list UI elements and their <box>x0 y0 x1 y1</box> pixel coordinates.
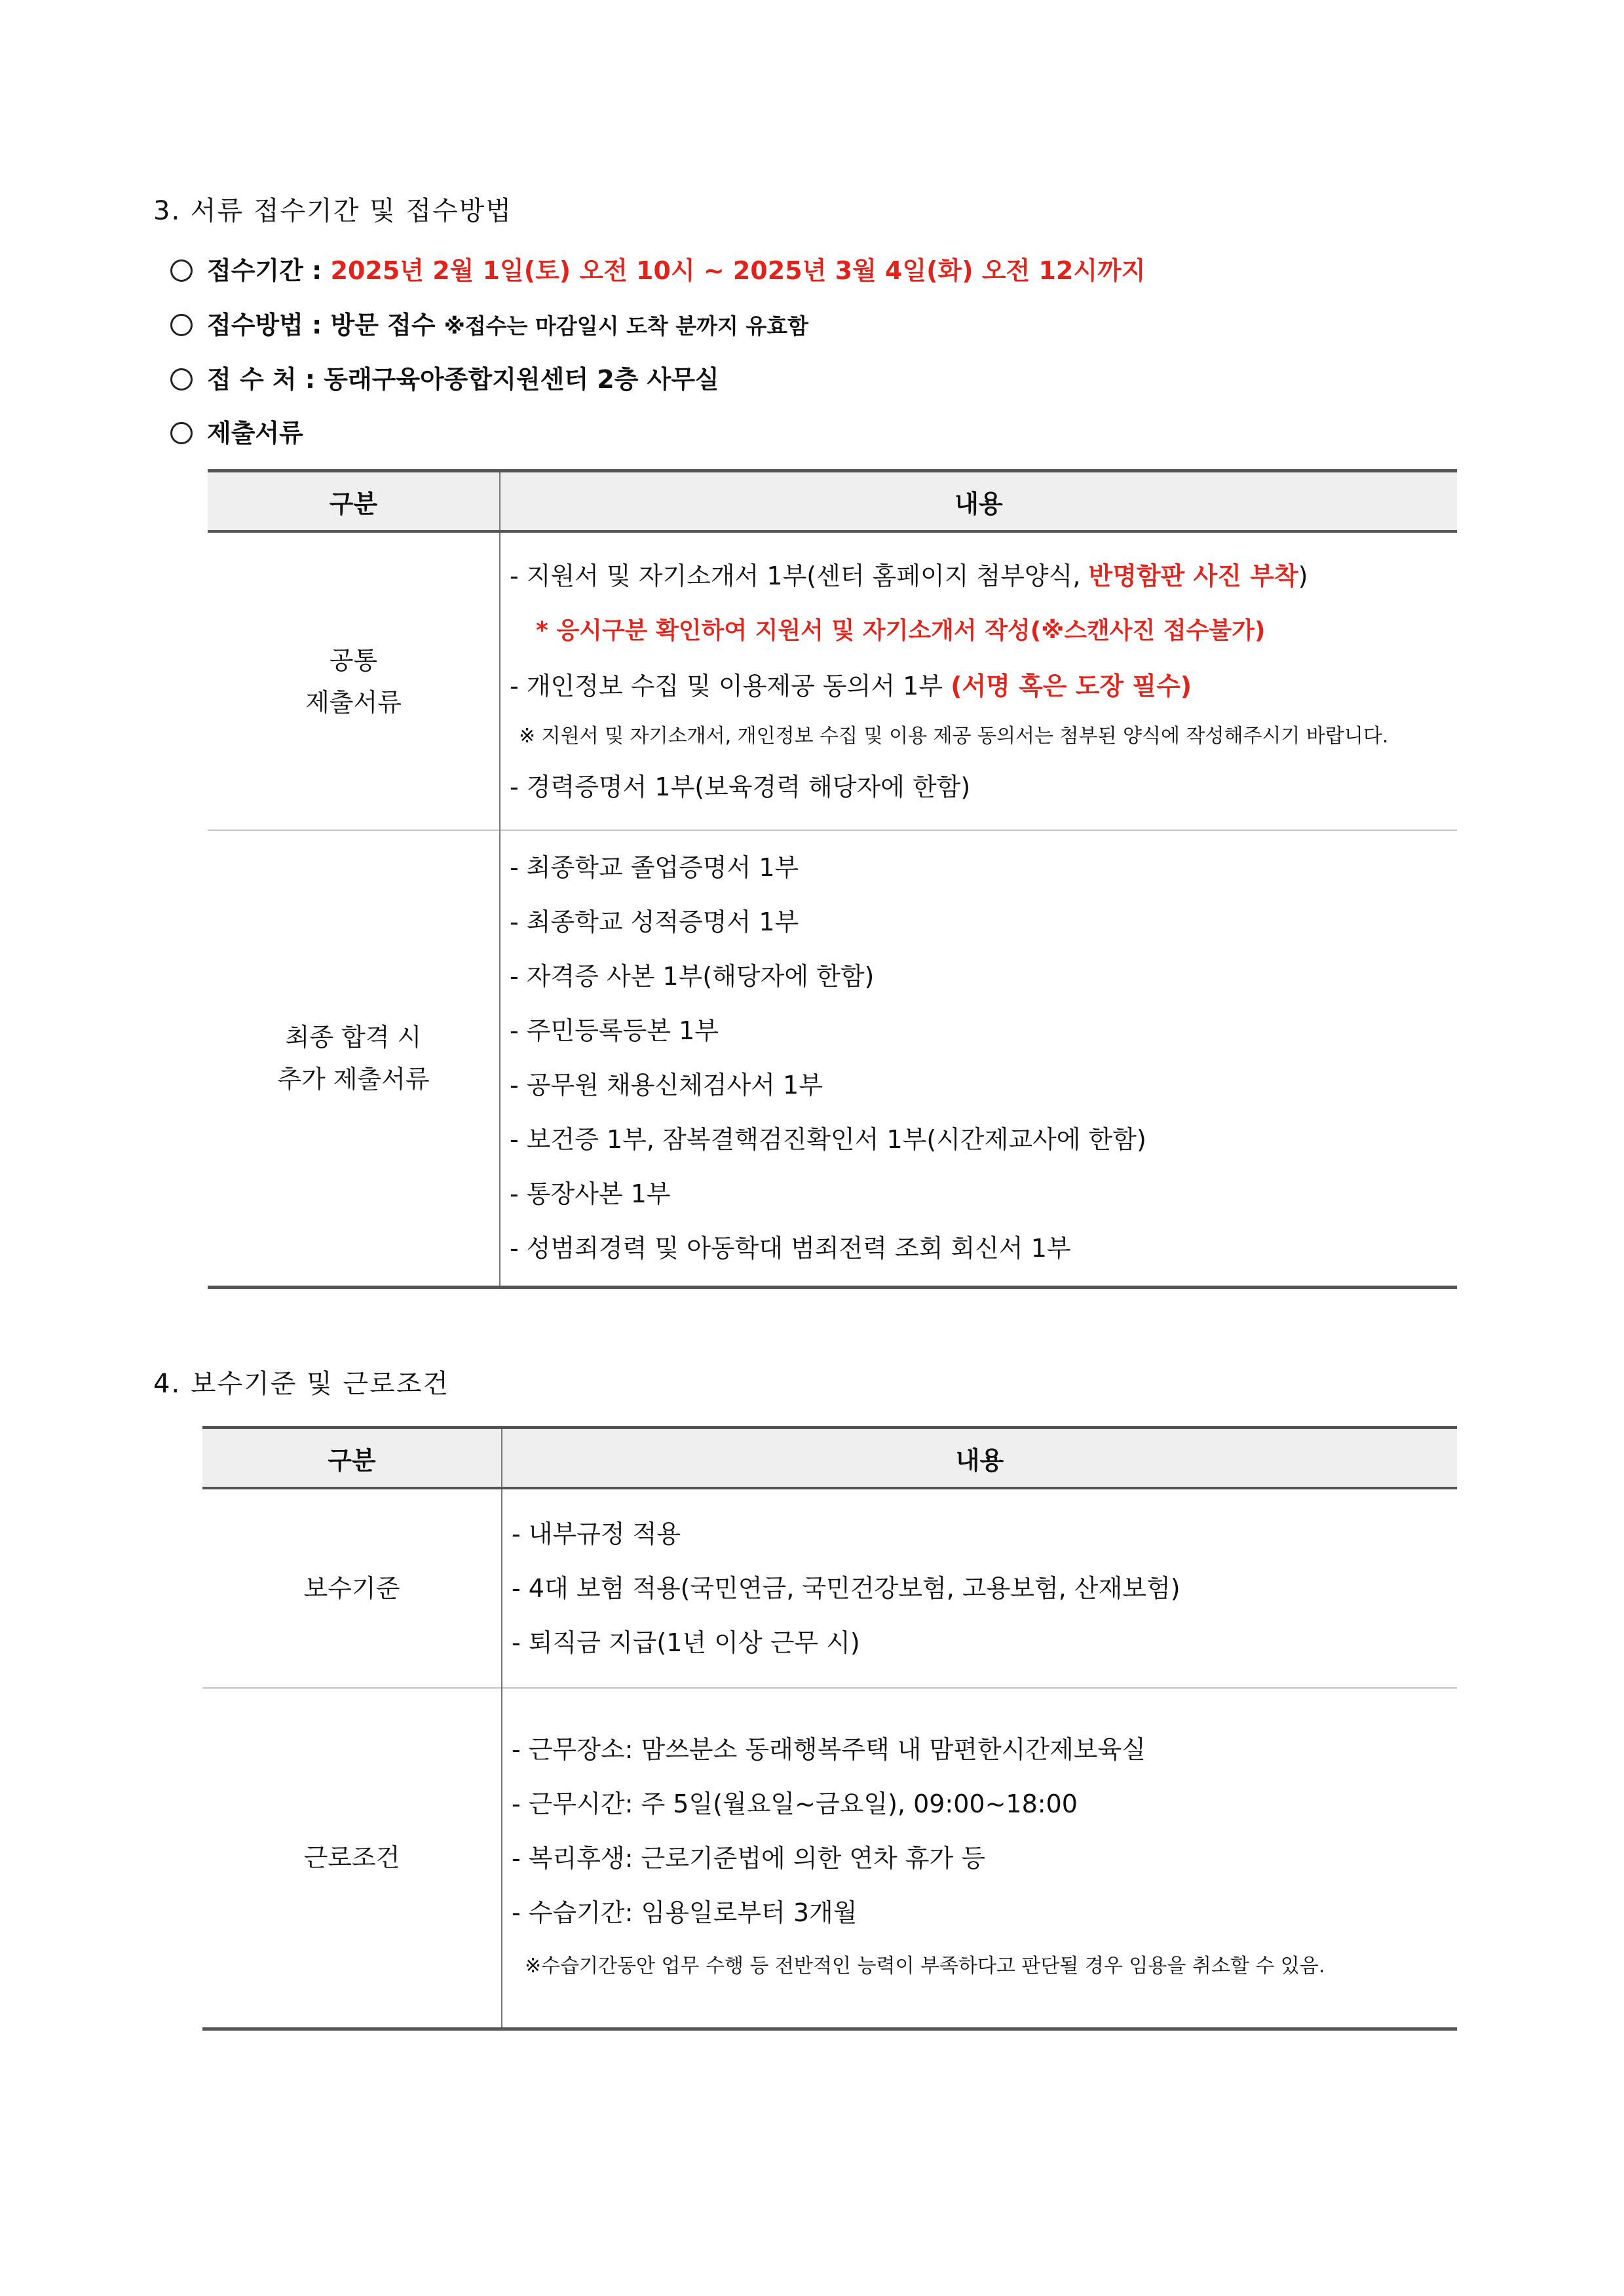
reception-period-value: 2025년 2월 1일(토) 오전 10시 ~ 2025년 3월 4일(화) 오전 12시까지 <box>330 256 1146 285</box>
row-content <box>500 531 1457 830</box>
header-content: 내용 <box>502 1428 1457 1489</box>
row-category <box>208 531 500 830</box>
circle-bullet-icon <box>170 259 193 282</box>
row-category <box>202 1488 502 1688</box>
bullet-label: 접수방법 : 방문 접수 <box>207 311 444 339</box>
list-item: - 내부규정 적용 <box>512 1519 681 1548</box>
bullet-reception-method <box>170 305 808 341</box>
header-category: 구분 <box>208 471 500 532</box>
list-item: - 복리후생: 근로기준법에 의한 연차 휴가 등 <box>512 1844 986 1873</box>
section4-title: 4. 보수기준 및 근로조건 <box>153 1369 450 1399</box>
list-item: - 최종학교 성적증명서 1부 <box>510 907 799 936</box>
table-header-row <box>208 471 1457 532</box>
category-line: 제출서류 <box>305 687 402 717</box>
reception-note: ※접수는 마감일시 도착 분까지 유효함 <box>444 313 808 339</box>
list-item: - 4대 보험 적용(국민연금, 국민건강보험, 고용보험, 산재보험) <box>512 1573 1180 1603</box>
compensation-table <box>202 1426 1457 2031</box>
category-line: 근로조건 <box>303 1843 400 1873</box>
circle-bullet-icon <box>170 368 193 391</box>
list-item: - 성범죄경력 및 아동학대 범죄전력 조회 회신서 1부 <box>510 1233 1071 1263</box>
table-header-row <box>202 1428 1457 1489</box>
documents-table <box>208 469 1457 1289</box>
list-note: ※ 지원서 및 자기소개서, 개인정보 수집 및 이용 제공 동의서는 첨부된 양식에 작성해주시기 바랍니다. <box>519 724 1389 748</box>
row-content <box>502 1688 1457 2029</box>
list-item: - 통장사본 1부 <box>510 1179 671 1208</box>
circle-bullet-icon <box>170 422 193 444</box>
list-item: - 자격증 사본 1부(해당자에 한함) <box>510 961 875 991</box>
table-row <box>202 1488 1457 1688</box>
category-line: 공통 <box>329 645 378 675</box>
list-item: - 근무시간: 주 5일(월요일~금요일), 09:00~18:00 <box>512 1789 1078 1819</box>
header-content: 내용 <box>500 471 1457 532</box>
list-item: - 근무장소: 맘쓰분소 동래행복주택 내 맘편한시간제보육실 <box>512 1735 1146 1765</box>
row-content <box>502 1488 1457 1688</box>
circle-bullet-icon <box>170 314 193 336</box>
header-category: 구분 <box>202 1428 502 1489</box>
table-row <box>208 531 1457 830</box>
category-line: 최종 합격 시 <box>285 1022 422 1052</box>
list-item: - 지원서 및 자기소개서 1부(센터 홈페이지 첨부양식, 반명함판 사진 부착) <box>510 561 1308 590</box>
category-line: 보수기준 <box>303 1574 400 1603</box>
bullet-label: 제출서류 <box>207 419 303 448</box>
bullet-label: 접 수 처 : 동래구육아종합지원센터 2층 사무실 <box>207 365 719 394</box>
bullet-documents <box>170 413 303 449</box>
list-item: - 수습기간: 임용일로부터 3개월 <box>512 1898 858 1928</box>
list-item: - 보건증 1부, 잠복결핵검진확인서 1부(시간제교사에 한함) <box>510 1124 1146 1154</box>
list-item: - 주민등록등본 1부 <box>510 1016 719 1045</box>
row-content <box>500 830 1457 1287</box>
category-line: 추가 제출서류 <box>277 1064 430 1094</box>
list-item: - 최종학교 졸업증명서 1부 <box>510 852 799 882</box>
row-category <box>208 830 500 1287</box>
bullet-reception-period <box>170 250 1145 286</box>
bullet-label: 접수기간 : <box>207 256 331 285</box>
bullet-reception-place <box>170 359 719 395</box>
section3-title: 3. 서류 접수기간 및 접수방법 <box>153 196 513 226</box>
list-item: * 응시구분 확인하여 지원서 및 자기소개서 작성(※스캔사진 접수불가) <box>536 617 1266 644</box>
list-note: ※수습기간동안 업무 수행 등 전반적인 능력이 부족하다고 판단될 경우 임용을 취소할 수 있음. <box>525 1955 1325 1978</box>
list-item: - 개인정보 수집 및 이용제공 동의서 1부 (서명 혹은 도장 필수) <box>510 671 1192 700</box>
table-row <box>202 1688 1457 2029</box>
list-item: - 퇴직금 지급(1년 이상 근무 시) <box>512 1628 860 1657</box>
row-category <box>202 1688 502 2029</box>
list-item: - 공무원 채용신체검사서 1부 <box>510 1070 823 1100</box>
list-item: - 경력증명서 1부(보육경력 해당자에 한함) <box>510 772 971 801</box>
table-row <box>208 830 1457 1287</box>
